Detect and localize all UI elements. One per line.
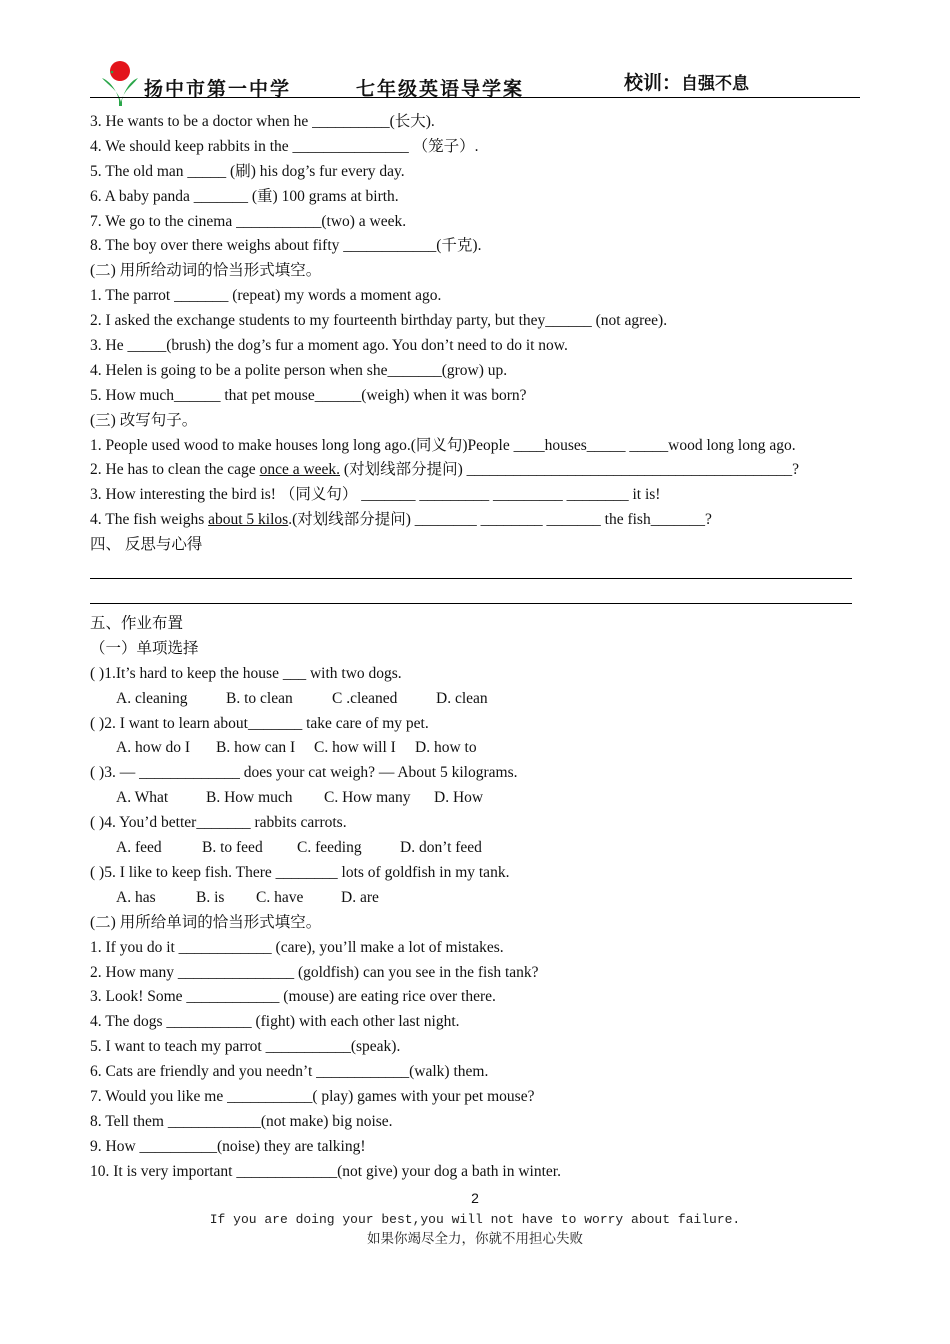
school-logo-icon (98, 60, 142, 108)
option: A. has (116, 888, 156, 906)
list-item: 3. He wants to be a doctor when he __________(长大). (90, 113, 435, 130)
option: C. have (256, 888, 304, 906)
list-item: 2. I asked the exchange students to my fourteenth birthday party, but they______ (not agree). (90, 312, 668, 330)
question: ( )5. I like to keep fish. There ________ lots of goldfish in my tank. (90, 863, 510, 881)
options-row (90, 836, 865, 861)
list-item: 1. If you do it ____________ (care), you’ll make a lot of mistakes. (90, 938, 504, 956)
list-item: 9. How __________(noise) they are talking! (90, 1137, 366, 1155)
section-title: 五、作业布置 (90, 615, 184, 633)
option: B. to clean (226, 689, 293, 707)
list-item: 7. We go to the cinema ___________(two) a week. (90, 212, 407, 230)
header-divider (90, 97, 860, 98)
list-item: 3. He _____(brush) the dog’s fur a moment ago. You don’t need to do it now. (90, 337, 568, 355)
item-text: 2. He has to clean the cage (90, 461, 260, 479)
option: C. how will I (314, 739, 396, 757)
option: D. are (341, 888, 379, 906)
list-item: 8. The boy over there weighs about fifty ____________(千克). (90, 237, 482, 255)
school-name: 扬中市第一中学 (144, 78, 292, 100)
underlined-phrase: once a week. (259, 461, 341, 479)
option: C. feeding (297, 839, 362, 857)
school-motto (624, 68, 749, 95)
item-text: .(对划线部分提问) ________ ________ _______ the fish_______? (288, 511, 712, 529)
list-item: 5. How much______ that pet mouse______(weigh) when it was born? (90, 386, 527, 404)
list-item: 4. The dogs ___________ (fight) with each other last night. (90, 1013, 460, 1031)
section-title: (二) 用所给动词的恰当形式填空。 (90, 262, 322, 280)
option: B. is (196, 888, 225, 906)
worksheet-body (90, 110, 865, 1185)
question: ( )3. — _____________ does your cat weigh? — About 5 kilograms. (90, 764, 518, 782)
motto-label: 校训： (624, 72, 682, 94)
question: ( )4. You’d better_______ rabbits carrots. (90, 814, 347, 832)
list-item: 10. It is very important _____________(not give) your dog a bath in winter. (90, 1162, 561, 1180)
options-row (90, 736, 865, 761)
option: B. to feed (202, 839, 263, 857)
page-number: 2 (471, 1190, 479, 1206)
list-item: 4. Helen is going to be a polite person when she_______(grow) up. (90, 361, 508, 379)
options-row (90, 687, 865, 712)
list-item (90, 508, 865, 533)
list-item: 6. A baby panda _______ (重) 100 grams at birth. (90, 187, 399, 205)
option: A. cleaning (116, 689, 188, 707)
options-row (90, 886, 865, 911)
list-item: 1. People used wood to make houses long long ago.(同义句)People ____houses_____ _____wood long long ago. (90, 436, 796, 454)
list-item: 1. The parrot _______ (repeat) my words a moment ago. (90, 287, 442, 305)
footer-quote-cn: 如果你竭尽全力，你就不用担心失败 (367, 1231, 583, 1246)
option: A. how do I (116, 739, 191, 757)
list-item: 2. How many _______________ (goldfish) can you see in the fish tank? (90, 963, 539, 981)
option: A. feed (116, 839, 162, 857)
option: B. How much (206, 789, 293, 807)
option: D. How (434, 789, 484, 807)
option: D. don’t feed (400, 839, 482, 857)
section-title: 四、 反思与心得 (90, 536, 203, 554)
option: C .cleaned (332, 689, 398, 707)
page-header (90, 58, 860, 98)
list-item: 5. I want to teach my parrot ___________(speak). (90, 1038, 401, 1056)
course-title: 七年级英语导学案 (356, 78, 525, 100)
question: ( )1.It’s hard to keep the house ___ with two dogs. (90, 664, 402, 682)
option: B. how can I (216, 739, 296, 757)
list-item: 6. Cats are friendly and you needn’t ____________(walk) them. (90, 1063, 489, 1081)
options-row (90, 786, 865, 811)
footer-quote-en: If you are doing your best,you will not have to worry about failure. (209, 1212, 741, 1227)
subsection-title: (二) 用所给单词的恰当形式填空。 (90, 913, 322, 931)
part-a-items (90, 110, 865, 259)
item-text: (对划线部分提问) __________________________________________? (340, 461, 799, 479)
option: A. What (116, 789, 169, 807)
list-item: 4. We should keep rabbits in the _______________ （笼子）. (90, 137, 479, 155)
list-item: 8. Tell them ____________(not make) big noise. (90, 1112, 393, 1130)
section-title: (三) 改写句子。 (90, 411, 198, 429)
list-item (90, 458, 865, 483)
question: ( )2. I want to learn about_______ take care of my pet. (90, 714, 429, 732)
list-item: 5. The old man _____ (刷) his dog’s fur every day. (90, 162, 405, 180)
option: D. clean (436, 689, 488, 707)
item-text: 4. The fish weighs (90, 511, 209, 529)
list-item: 3. How interesting the bird is! （同义句） _______ _________ _________ ________ it is! (90, 486, 661, 504)
underlined-phrase: about 5 kilos (208, 511, 289, 529)
list-item: 3. Look! Some ____________ (mouse) are eating rice over there. (90, 988, 496, 1006)
subsection-title: （一）单项选择 (90, 639, 199, 657)
list-item: 7. Would you like me ___________( play) games with your pet mouse? (90, 1087, 535, 1105)
motto-value: 自强不息 (681, 74, 750, 94)
option: C. How many (324, 789, 411, 807)
option: D. how to (415, 739, 477, 757)
